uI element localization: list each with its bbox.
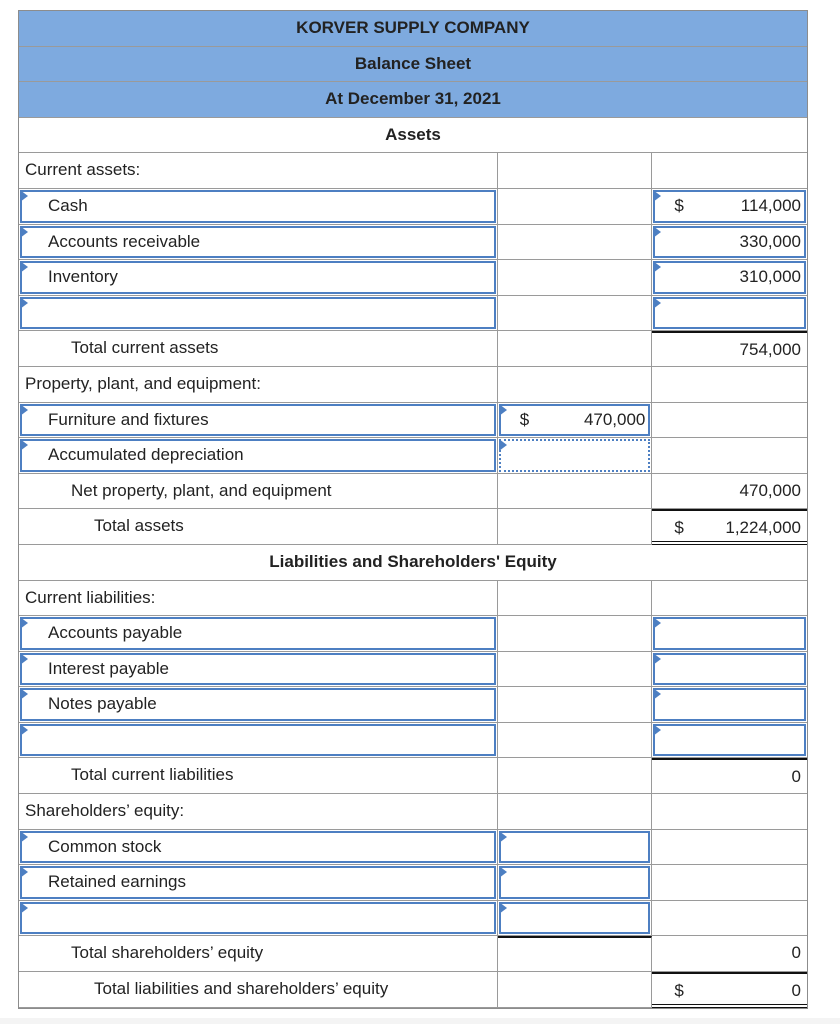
detail-amount-cell [498, 723, 653, 759]
total-amount-cell [652, 972, 807, 1008]
detail-amount-cell [498, 260, 653, 296]
total-amount-input[interactable] [653, 297, 806, 330]
detail-amount-cell [498, 758, 653, 794]
detail-amount-cell [498, 438, 653, 474]
amount-value: 0 [791, 767, 801, 787]
table-row [19, 723, 807, 759]
row-label: Total assets [94, 516, 184, 536]
input-marker-icon [499, 866, 507, 878]
input-marker-icon [653, 226, 661, 238]
table-row [19, 225, 807, 261]
table-row [19, 474, 807, 510]
balance-sheet-table [18, 10, 808, 1009]
detail-amount-cell [498, 367, 653, 403]
row-label: Cash [48, 195, 88, 215]
total-amount-cell [652, 225, 807, 261]
input-marker-icon [20, 902, 28, 914]
total-amount-cell [652, 616, 807, 652]
detail-amount-cell [498, 153, 653, 189]
detail-amount-cell [498, 616, 653, 652]
label-cell [19, 296, 498, 332]
table-row [19, 509, 807, 545]
input-marker-icon [499, 439, 507, 451]
total-amount-cell [652, 403, 807, 439]
table-row [19, 438, 807, 474]
label-cell [19, 581, 498, 617]
detail-amount-cell [498, 936, 653, 972]
row-label: Current assets: [25, 160, 141, 180]
input-marker-icon [653, 653, 661, 665]
label-cell [19, 509, 498, 545]
total-amount-input[interactable] [653, 653, 806, 686]
input-marker-icon [499, 902, 507, 914]
row-label: Inventory [48, 267, 118, 287]
total-amount-cell [652, 331, 807, 367]
row-label: Total shareholders’ equity [71, 943, 264, 963]
amount-value: 330,000 [739, 231, 801, 251]
table-row [19, 830, 807, 866]
detail-amount-cell [498, 189, 653, 225]
statement-date: At December 31, 2021 [19, 82, 807, 118]
detail-amount-cell [498, 509, 653, 545]
dollar-sign: $ [674, 981, 684, 1001]
label-input[interactable] [20, 902, 496, 935]
row-label: Total current assets [71, 338, 219, 358]
input-marker-icon [653, 297, 661, 309]
row-label: Accumulated depreciation [48, 445, 244, 465]
total-amount-cell [652, 189, 807, 225]
detail-amount-input[interactable] [499, 902, 651, 935]
label-cell [19, 687, 498, 723]
row-label: Current liabilities: [25, 587, 156, 607]
amount-value: 470,000 [583, 409, 646, 429]
table-row [19, 687, 807, 723]
amount-value: 0 [791, 981, 801, 1001]
input-marker-icon [499, 831, 507, 843]
table-row [19, 652, 807, 688]
label-cell [19, 367, 498, 403]
title-row [19, 11, 807, 47]
total-amount-cell [652, 758, 807, 794]
row-label: Notes payable [48, 694, 157, 714]
total-amount-input[interactable] [653, 617, 806, 650]
label-input[interactable] [20, 190, 496, 223]
detail-amount-cell [498, 687, 653, 723]
table-row [19, 865, 807, 901]
input-marker-icon [653, 617, 661, 629]
table-row [19, 936, 807, 972]
row-label: Shareholders’ equity: [25, 801, 185, 821]
label-cell [19, 794, 498, 830]
input-marker-icon [20, 866, 28, 878]
input-marker-icon [20, 261, 28, 273]
total-amount-cell [652, 296, 807, 332]
table-row [19, 331, 807, 367]
input-marker-icon [499, 404, 507, 416]
detail-amount-cell [498, 901, 653, 937]
detail-amount-input[interactable] [499, 866, 651, 899]
table-row [19, 794, 807, 830]
table-row [19, 581, 807, 617]
detail-amount-cell [498, 331, 653, 367]
total-amount-cell [652, 367, 807, 403]
page-bottom-divider [0, 1018, 840, 1024]
input-marker-icon [653, 724, 661, 736]
label-cell [19, 723, 498, 759]
detail-amount-cell [498, 225, 653, 261]
row-label: Accounts payable [48, 623, 183, 643]
total-amount-cell [652, 830, 807, 866]
row-label: Property, plant, and equipment: [25, 373, 261, 393]
section-row [19, 118, 807, 154]
statement-row [19, 47, 807, 83]
total-amount-cell [652, 936, 807, 972]
total-amount-cell [652, 687, 807, 723]
total-amount-cell [652, 438, 807, 474]
label-cell [19, 830, 498, 866]
amount-value: 310,000 [739, 267, 801, 287]
input-marker-icon [20, 724, 28, 736]
detail-amount-cell [498, 403, 653, 439]
section-row [19, 545, 807, 581]
label-cell [19, 901, 498, 937]
detail-amount-cell [498, 652, 653, 688]
detail-amount-input[interactable] [499, 439, 651, 472]
table-row [19, 403, 807, 439]
input-marker-icon [20, 404, 28, 416]
label-input[interactable] [20, 297, 496, 330]
dollar-sign: $ [674, 518, 684, 538]
label-cell [19, 474, 498, 510]
label-cell [19, 260, 498, 296]
table-row [19, 367, 807, 403]
amount-value: 754,000 [739, 340, 801, 360]
row-label: Interest payable [48, 658, 169, 678]
input-marker-icon [653, 688, 661, 700]
label-input[interactable] [20, 724, 496, 757]
input-marker-icon [20, 831, 28, 843]
label-cell [19, 972, 498, 1008]
input-marker-icon [653, 190, 661, 202]
table-row [19, 189, 807, 225]
table-row [19, 153, 807, 189]
row-label: Net property, plant, and equipment [71, 480, 332, 500]
section-heading: Assets [19, 118, 807, 154]
date-row [19, 82, 807, 118]
total-amount-cell [652, 652, 807, 688]
dollar-sign: $ [519, 409, 530, 429]
table-row [19, 260, 807, 296]
input-marker-icon [20, 226, 28, 238]
total-amount-cell [652, 581, 807, 617]
total-amount-cell [652, 723, 807, 759]
detail-amount-cell [498, 865, 653, 901]
input-marker-icon [20, 688, 28, 700]
input-marker-icon [20, 439, 28, 451]
input-marker-icon [20, 653, 28, 665]
total-amount-cell [652, 865, 807, 901]
label-cell [19, 153, 498, 189]
row-label: Common stock [48, 836, 162, 856]
input-marker-icon [20, 617, 28, 629]
input-marker-icon [20, 190, 28, 202]
table-row [19, 616, 807, 652]
amount-value: 1,224,000 [725, 518, 801, 538]
label-cell [19, 438, 498, 474]
input-marker-icon [653, 261, 661, 273]
label-cell [19, 331, 498, 367]
label-cell [19, 225, 498, 261]
total-amount-cell [652, 509, 807, 545]
label-cell [19, 652, 498, 688]
total-amount-cell [652, 260, 807, 296]
company-name: KORVER SUPPLY COMPANY [19, 11, 807, 47]
total-amount-cell [652, 474, 807, 510]
row-label: Retained earnings [48, 872, 186, 892]
row-label: Accounts receivable [48, 231, 201, 251]
table-row [19, 758, 807, 794]
total-amount-cell [652, 901, 807, 937]
detail-amount-cell [498, 972, 653, 1008]
amount-value: 470,000 [739, 480, 801, 500]
detail-amount-cell [498, 794, 653, 830]
label-cell [19, 865, 498, 901]
table-row [19, 296, 807, 332]
total-amount-input[interactable] [653, 688, 806, 721]
dollar-sign: $ [674, 195, 684, 215]
label-cell [19, 616, 498, 652]
label-cell [19, 403, 498, 439]
row-label: Furniture and fixtures [48, 409, 209, 429]
total-amount-input[interactable] [653, 724, 806, 757]
detail-amount-cell [498, 296, 653, 332]
amount-value: 0 [791, 943, 801, 963]
table-row [19, 901, 807, 937]
label-cell [19, 936, 498, 972]
input-marker-icon [20, 297, 28, 309]
label-cell [19, 189, 498, 225]
detail-amount-cell [498, 830, 653, 866]
detail-amount-cell [498, 474, 653, 510]
statement-title: Balance Sheet [19, 47, 807, 83]
total-amount-cell [652, 794, 807, 830]
total-amount-cell [652, 153, 807, 189]
table-row [19, 972, 807, 1008]
section-heading: Liabilities and Shareholders' Equity [19, 545, 807, 581]
row-label: Total liabilities and shareholders’ equity [94, 979, 389, 999]
detail-amount-cell [498, 581, 653, 617]
detail-amount-input[interactable] [499, 831, 651, 864]
row-label: Total current liabilities [71, 765, 234, 785]
amount-value: 114,000 [740, 195, 801, 215]
label-cell [19, 758, 498, 794]
